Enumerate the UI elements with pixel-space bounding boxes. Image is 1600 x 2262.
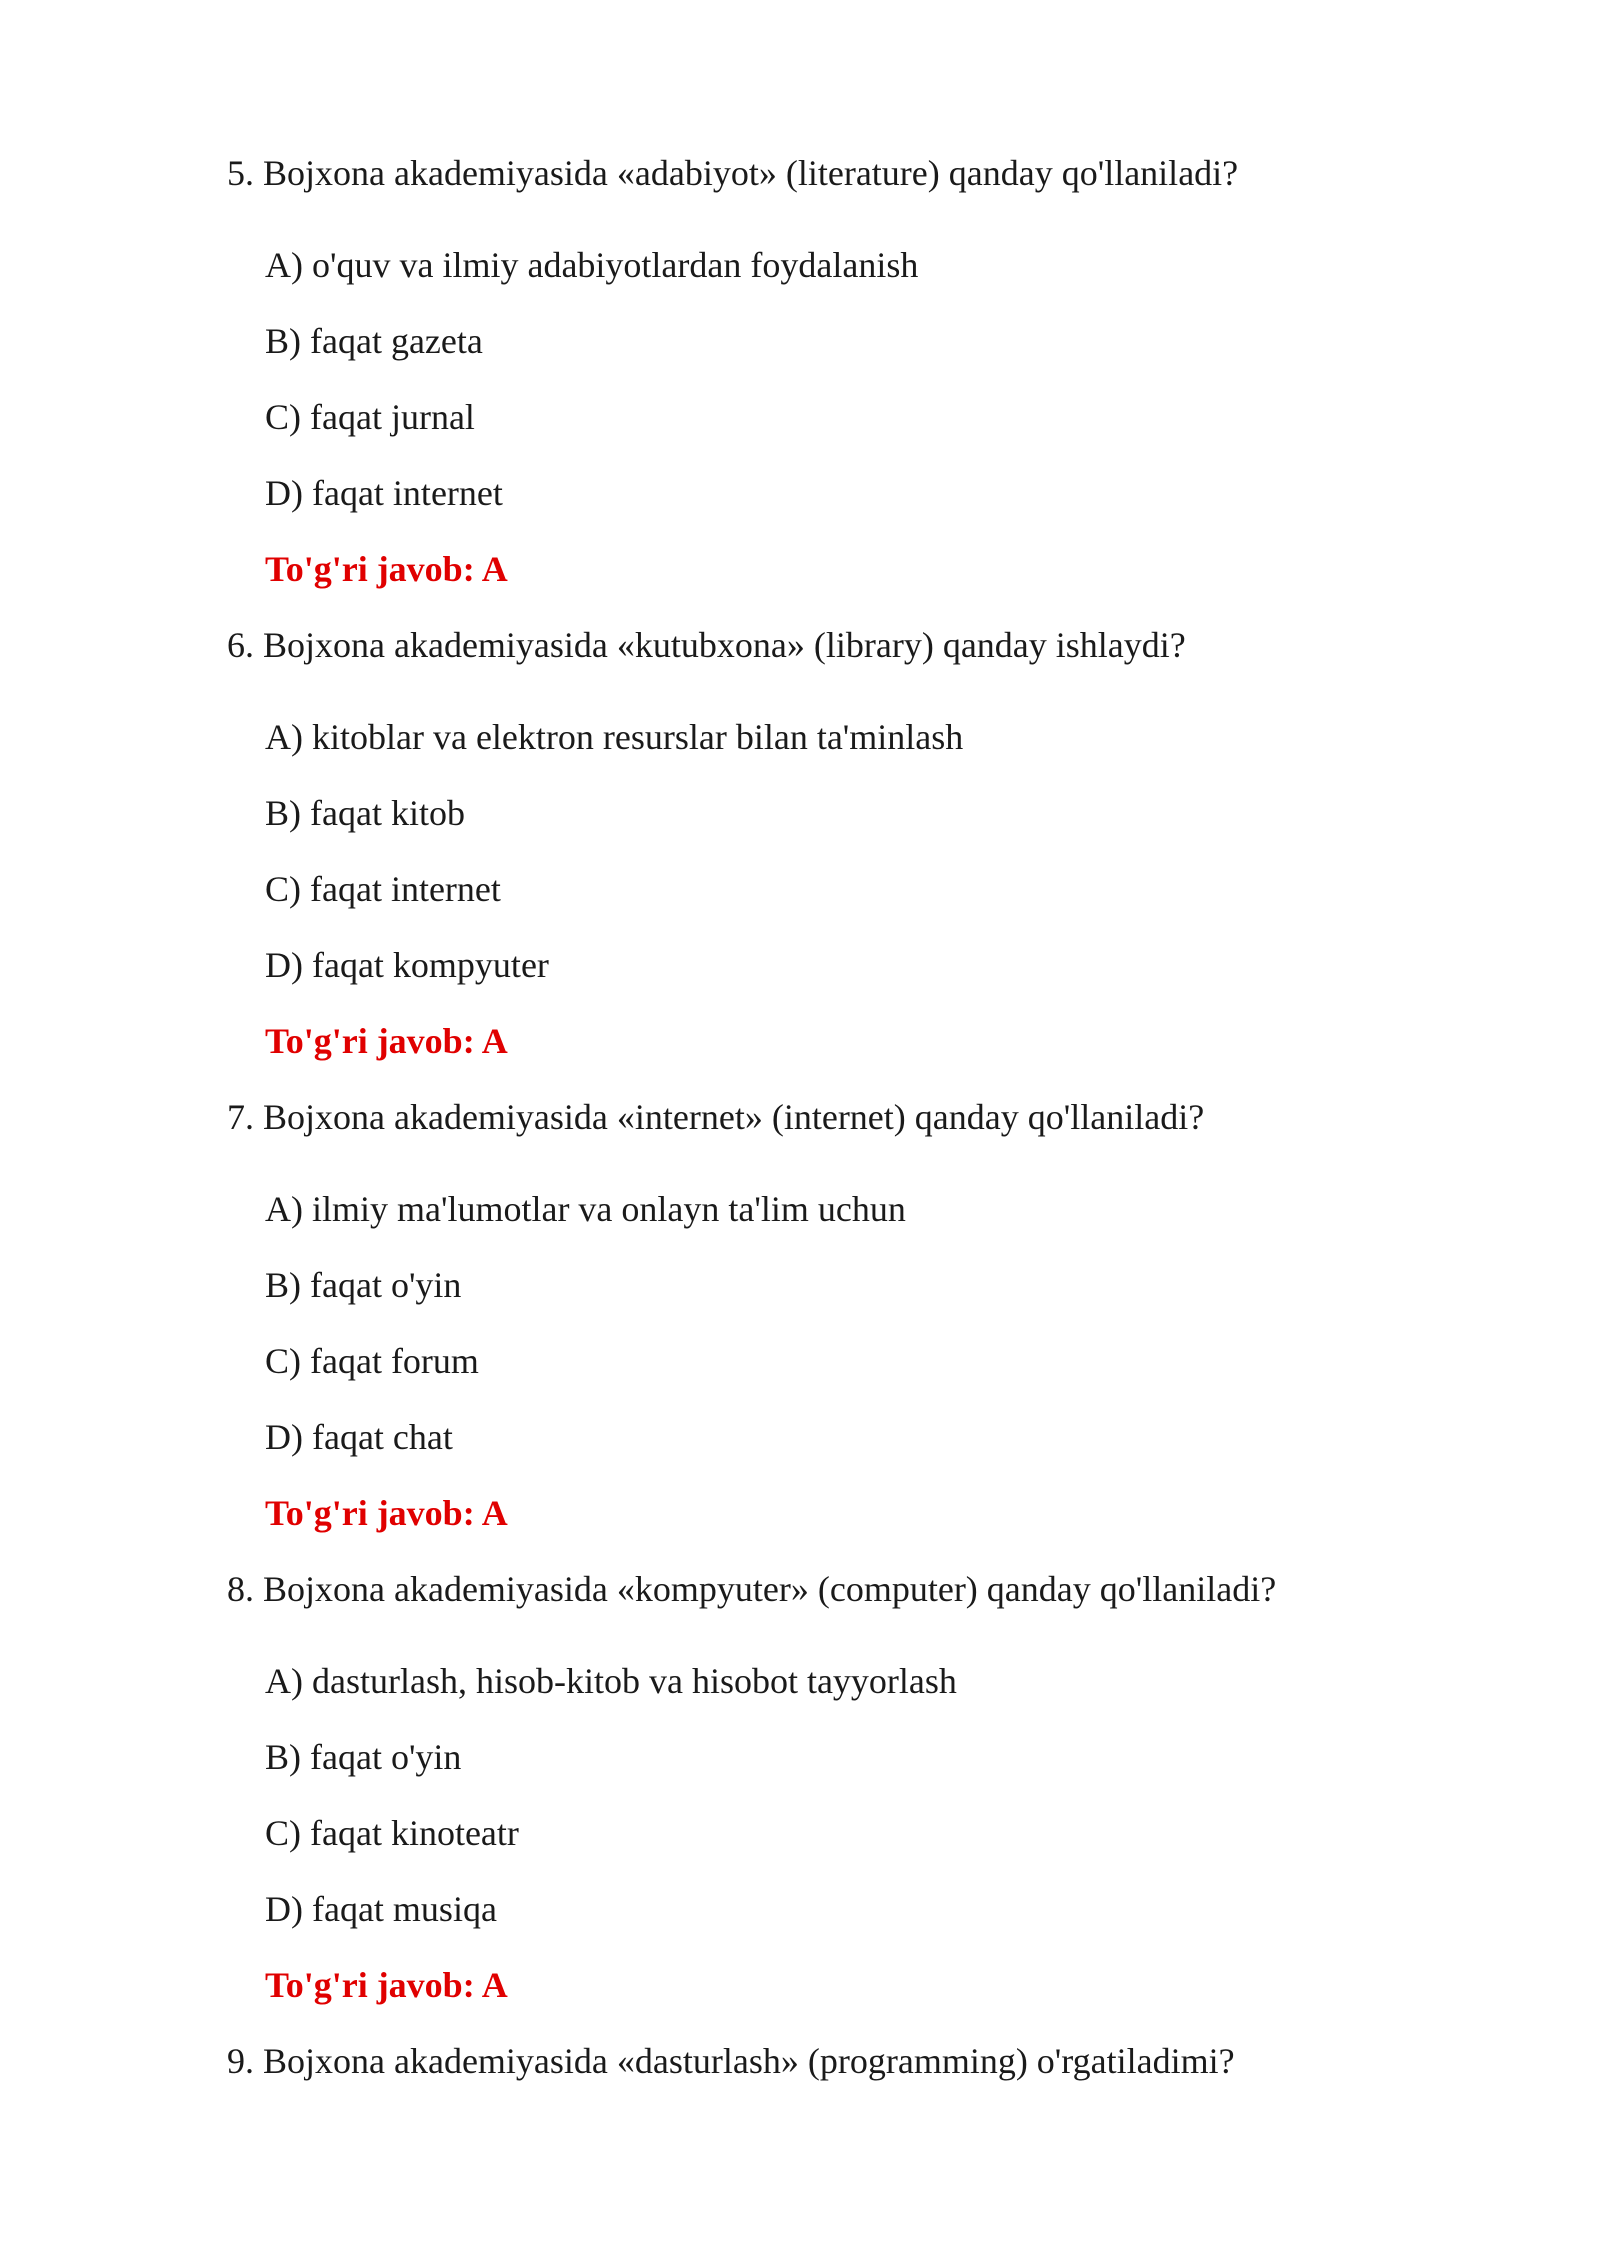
question-8-option-c: C) faqat kinoteatr	[265, 1813, 519, 1853]
question-8-answer: To'g'ri javob: A	[265, 1965, 508, 2005]
question-6-option-b: B) faqat kitob	[265, 793, 465, 833]
question-5-option-b: B) faqat gazeta	[265, 321, 483, 361]
question-8: 8. Bojxona akademiyasida «kompyuter» (computer) qanday qo'llaniladi?	[227, 1569, 1277, 1609]
question-8-option-b: B) faqat o'yin	[265, 1737, 462, 1777]
question-6-answer: To'g'ri javob: A	[265, 1021, 508, 1061]
question-7-option-a: A) ilmiy ma'lumotlar va onlayn ta'lim uchun	[265, 1189, 906, 1229]
question-8-option-d: D) faqat musiqa	[265, 1889, 497, 1929]
question-7-answer: To'g'ri javob: A	[265, 1493, 508, 1533]
question-5: 5. Bojxona akademiyasida «adabiyot» (literature) qanday qo'llaniladi?	[227, 153, 1239, 193]
question-6-option-c: C) faqat internet	[265, 869, 501, 909]
question-5-option-d: D) faqat internet	[265, 473, 503, 513]
question-9: 9. Bojxona akademiyasida «dasturlash» (programming) o'rgatiladimi?	[227, 2041, 1235, 2081]
question-5-option-c: C) faqat jurnal	[265, 397, 475, 437]
question-6-option-d: D) faqat kompyuter	[265, 945, 549, 985]
question-6: 6. Bojxona akademiyasida «kutubxona» (library) qanday ishlaydi?	[227, 625, 1186, 665]
question-5-answer: To'g'ri javob: A	[265, 549, 508, 589]
question-8-option-a: A) dasturlash, hisob-kitob va hisobot tayyorlash	[265, 1661, 957, 1701]
question-5-option-a: A) o'quv va ilmiy adabiyotlardan foydalanish	[265, 245, 919, 285]
question-7: 7. Bojxona akademiyasida «internet» (internet) qanday qo'llaniladi?	[227, 1097, 1205, 1137]
question-7-option-c: C) faqat forum	[265, 1341, 479, 1381]
question-7-option-b: B) faqat o'yin	[265, 1265, 462, 1305]
question-7-option-d: D) faqat chat	[265, 1417, 453, 1457]
question-6-option-a: A) kitoblar va elektron resurslar bilan ta'minlash	[265, 717, 964, 757]
